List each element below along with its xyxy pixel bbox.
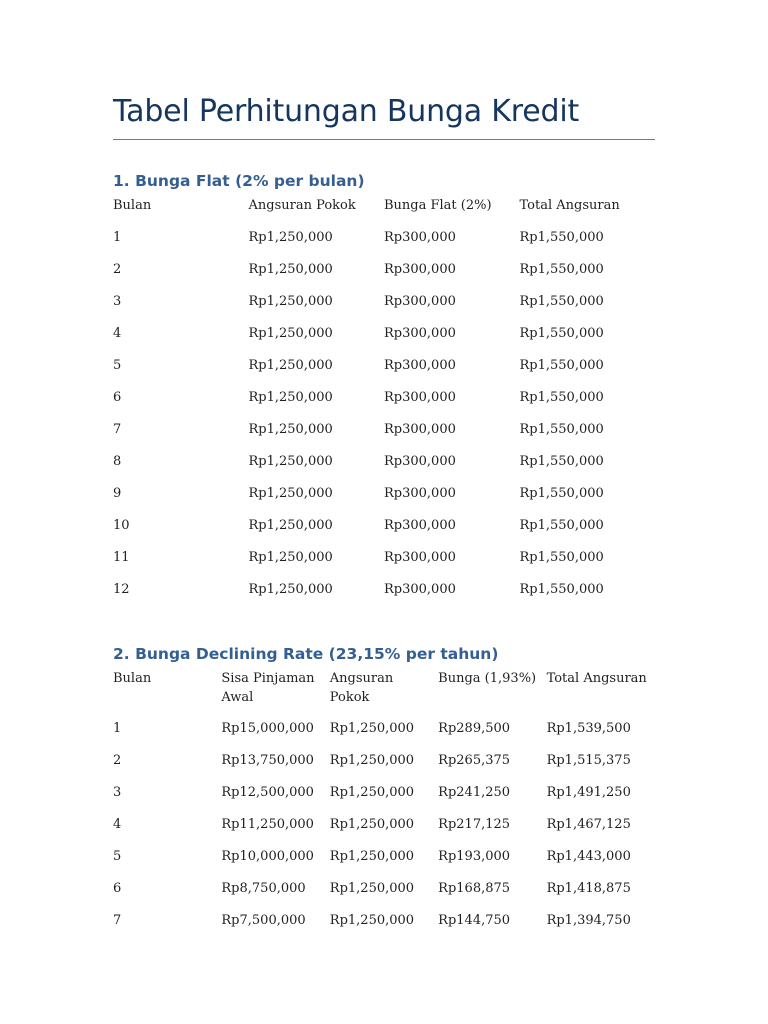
table-row — [113, 815, 655, 847]
table-cell: 10 — [113, 518, 130, 533]
table-cell: Rp300,000 — [384, 550, 456, 565]
table-cell: 2 — [113, 262, 122, 277]
table-cell: Rp1,418,875 — [546, 881, 631, 896]
column-header: Sisa Pinjaman Awal — [221, 671, 315, 705]
table-cell: Rp300,000 — [384, 358, 456, 373]
table-cell: Rp1,550,000 — [519, 518, 604, 533]
table-cell: Rp300,000 — [384, 454, 456, 469]
table-row — [113, 260, 655, 292]
column-header: Total Angsuran — [546, 671, 647, 686]
table-row — [113, 388, 655, 420]
table-cell: Rp1,550,000 — [519, 326, 604, 341]
flat-interest-table — [113, 196, 655, 612]
title-underline — [113, 139, 655, 140]
table-cell: Rp1,250,000 — [248, 518, 333, 533]
table-cell: Rp241,250 — [438, 785, 511, 800]
table-cell: Rp12,500,000 — [221, 785, 314, 800]
table-cell: 7 — [113, 913, 122, 928]
column-header: Bulan — [113, 198, 152, 213]
table-cell: Rp1,250,000 — [329, 881, 415, 896]
table-cell: 6 — [113, 390, 122, 405]
table-cell: 2 — [113, 753, 122, 768]
table-header-row — [113, 196, 655, 228]
table-cell: Rp1,550,000 — [519, 294, 604, 309]
table-cell: Rp1,250,000 — [329, 849, 415, 864]
table-cell: Rp1,550,000 — [519, 358, 604, 373]
table-cell: 5 — [113, 849, 122, 864]
table-cell: 8 — [113, 454, 122, 469]
table-cell: 6 — [113, 881, 122, 896]
table-cell: Rp1,550,000 — [519, 262, 604, 277]
table-cell: Rp300,000 — [384, 582, 456, 597]
table-cell: 1 — [113, 230, 122, 245]
table-cell: Rp193,000 — [438, 849, 511, 864]
section-heading-declining: 2. Bunga Declining Rate (23,15% per tahun) — [113, 645, 499, 663]
table-row — [113, 356, 655, 388]
table-row — [113, 580, 655, 612]
table-cell: Rp1,250,000 — [248, 486, 333, 501]
table-cell: Rp1,550,000 — [519, 422, 604, 437]
table-row — [113, 324, 655, 356]
table-row — [113, 452, 655, 484]
table-cell: Rp1,550,000 — [519, 486, 604, 501]
table-cell: Rp13,750,000 — [221, 753, 314, 768]
table-header-row — [113, 669, 655, 719]
table-cell: Rp1,550,000 — [519, 550, 604, 565]
table-row — [113, 751, 655, 783]
column-header: Angsuran Pokok — [329, 671, 394, 705]
table-cell: Rp1,250,000 — [248, 390, 333, 405]
table-cell: Rp144,750 — [438, 913, 511, 928]
table-cell: 4 — [113, 817, 122, 832]
table-row — [113, 228, 655, 260]
table-cell: Rp1,250,000 — [248, 326, 333, 341]
table-cell: Rp10,000,000 — [221, 849, 314, 864]
column-header: Angsuran Pokok — [248, 198, 356, 213]
table-cell: Rp1,443,000 — [546, 849, 631, 864]
table-cell: 5 — [113, 358, 122, 373]
table-row — [113, 783, 655, 815]
table-row — [113, 292, 655, 324]
table-cell: 11 — [113, 550, 130, 565]
table-cell: Rp265,375 — [438, 753, 511, 768]
table-cell: Rp217,125 — [438, 817, 511, 832]
table-cell: 3 — [113, 294, 122, 309]
table-row — [113, 484, 655, 516]
column-header: Bulan — [113, 671, 152, 686]
table-cell: Rp1,250,000 — [329, 785, 415, 800]
section-heading-flat: 1. Bunga Flat (2% per bulan) — [113, 172, 365, 190]
table-row — [113, 847, 655, 879]
table-cell: Rp1,394,750 — [546, 913, 631, 928]
table-cell: Rp1,250,000 — [248, 550, 333, 565]
table-cell: Rp1,550,000 — [519, 454, 604, 469]
table-cell: 12 — [113, 582, 130, 597]
table-cell: Rp168,875 — [438, 881, 511, 896]
table-cell: Rp15,000,000 — [221, 721, 314, 736]
table-cell: Rp1,550,000 — [519, 230, 604, 245]
table-cell: 4 — [113, 326, 122, 341]
table-cell: Rp11,250,000 — [221, 817, 314, 832]
table-cell: Rp300,000 — [384, 230, 456, 245]
column-header: Bunga (1,93%) — [438, 671, 537, 686]
table-cell: Rp1,550,000 — [519, 582, 604, 597]
table-cell: Rp1,250,000 — [248, 454, 333, 469]
table-row — [113, 548, 655, 580]
table-cell: 3 — [113, 785, 122, 800]
declining-rate-table — [113, 669, 655, 943]
table-cell: Rp1,250,000 — [248, 358, 333, 373]
table-cell: Rp7,500,000 — [221, 913, 306, 928]
table-cell: Rp300,000 — [384, 518, 456, 533]
table-cell: Rp289,500 — [438, 721, 511, 736]
table-cell: Rp1,250,000 — [329, 721, 415, 736]
table-cell: Rp300,000 — [384, 326, 456, 341]
table-cell: Rp1,467,125 — [546, 817, 631, 832]
table-cell: Rp1,250,000 — [248, 422, 333, 437]
table-row — [113, 516, 655, 548]
table-cell: 9 — [113, 486, 122, 501]
table-cell: Rp1,250,000 — [329, 817, 415, 832]
table-cell: Rp1,250,000 — [329, 753, 415, 768]
table-cell: Rp1,250,000 — [248, 582, 333, 597]
table-cell: Rp300,000 — [384, 262, 456, 277]
table-row — [113, 420, 655, 452]
table-cell: Rp1,250,000 — [248, 262, 333, 277]
table-cell: Rp1,250,000 — [329, 913, 415, 928]
table-row — [113, 879, 655, 911]
table-cell: Rp1,491,250 — [546, 785, 631, 800]
table-cell: Rp300,000 — [384, 390, 456, 405]
table-cell: Rp1,550,000 — [519, 390, 604, 405]
table-cell: Rp1,250,000 — [248, 230, 333, 245]
document-title: Tabel Perhitungan Bunga Kredit — [113, 94, 580, 129]
table-cell: 7 — [113, 422, 122, 437]
table-row — [113, 911, 655, 943]
table-row — [113, 719, 655, 751]
table-cell: Rp300,000 — [384, 422, 456, 437]
column-header: Total Angsuran — [519, 198, 620, 213]
table-cell: Rp1,539,500 — [546, 721, 631, 736]
table-cell: Rp300,000 — [384, 486, 456, 501]
column-header: Bunga Flat (2%) — [384, 198, 492, 213]
table-cell: 1 — [113, 721, 122, 736]
table-cell: Rp8,750,000 — [221, 881, 306, 896]
table-cell: Rp1,250,000 — [248, 294, 333, 309]
table-cell: Rp300,000 — [384, 294, 456, 309]
table-cell: Rp1,515,375 — [546, 753, 631, 768]
